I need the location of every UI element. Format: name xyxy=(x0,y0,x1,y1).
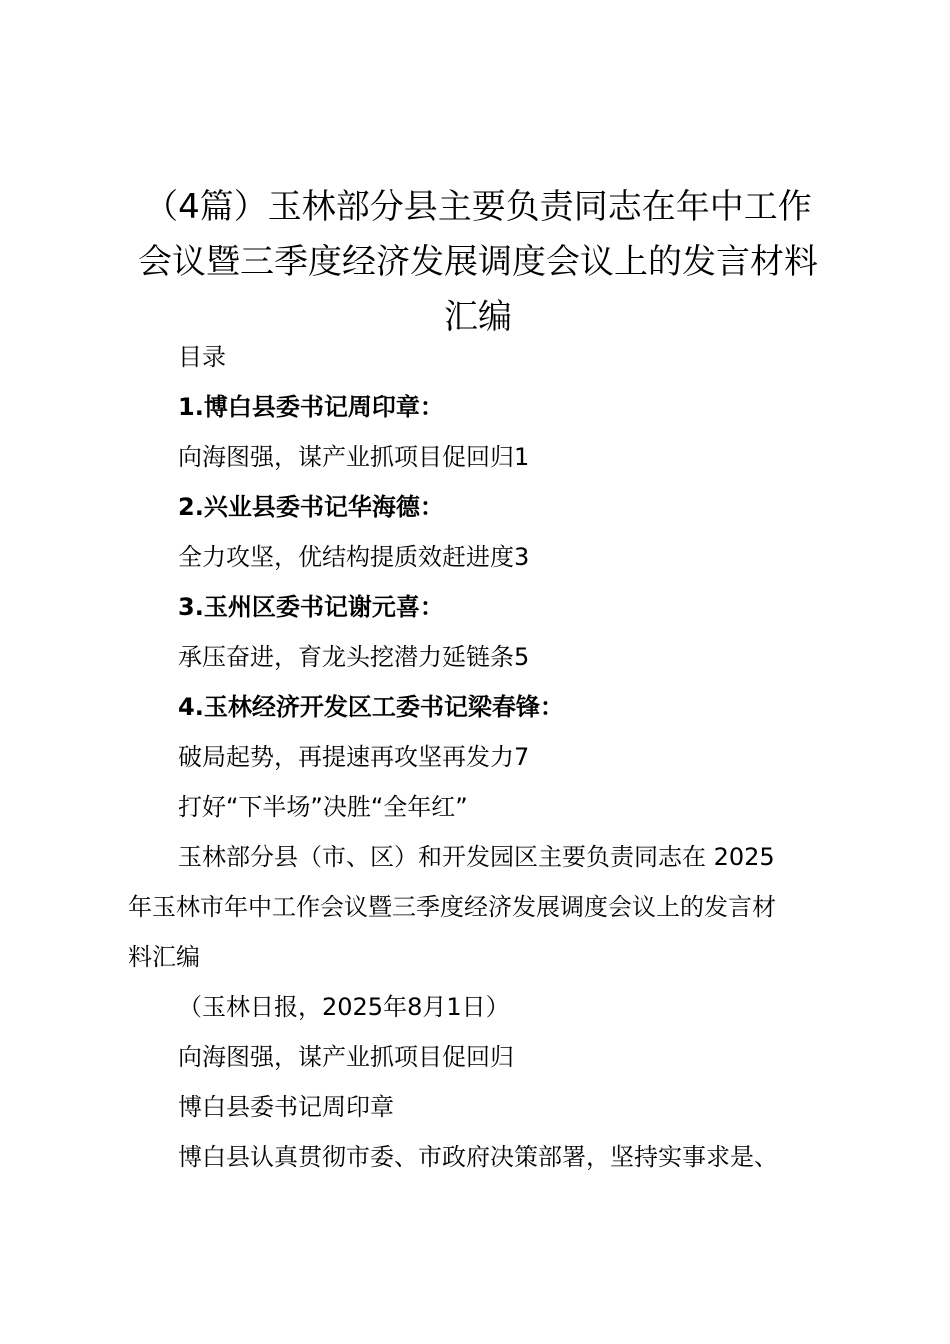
toc-entry-author: 4.玉林经济开发区工委书记梁春锋： xyxy=(178,693,564,721)
title-line: 汇编 xyxy=(444,297,512,337)
toc-heading: 目录 xyxy=(178,343,226,371)
article-paragraph: 博白县认真贯彻市委、市政府决策部署，坚持实事求是、 xyxy=(178,1143,778,1171)
slogan-heading: 打好“下半场”决胜“全年红” xyxy=(178,793,468,821)
intro-line: 玉林部分县（市、区）和开发园区主要负责同志在 2025 xyxy=(178,843,775,871)
article-author: 博白县委书记周印章 xyxy=(178,1093,394,1121)
document-body xyxy=(128,332,833,1182)
intro-paragraph xyxy=(128,832,833,982)
toc-entry-topic: 向海图强，谋产业抓项目促回归1 xyxy=(178,443,530,471)
toc-entry-author: 3.玉州区委书记谢元喜： xyxy=(178,593,444,621)
article-title: 向海图强，谋产业抓项目促回归 xyxy=(178,1043,514,1071)
title-line: （4篇）玉林部分县主要负责同志在年中工作 xyxy=(144,187,812,227)
title-line: 会议暨三季度经济发展调度会议上的发言材料 xyxy=(138,242,818,282)
toc-entry-topic: 承压奋进，育龙头挖潜力延链条5 xyxy=(178,643,530,671)
toc-entry-author: 1.博白县委书记周印章： xyxy=(178,393,444,421)
toc-entry-topic: 全力攻坚，优结构提质效赶进度3 xyxy=(178,543,530,571)
intro-line: 年玉林市年中工作会议暨三季度经济发展调度会议上的发言材 xyxy=(128,893,776,921)
toc-entry-topic: 破局起势，再提速再攻坚再发力7 xyxy=(178,743,530,771)
source-note: （玉林日报，2025年8月1日） xyxy=(178,993,510,1021)
toc-entry-author: 2.兴业县委书记华海德： xyxy=(178,493,444,521)
document-title xyxy=(120,180,836,345)
intro-line: 料汇编 xyxy=(128,943,200,971)
